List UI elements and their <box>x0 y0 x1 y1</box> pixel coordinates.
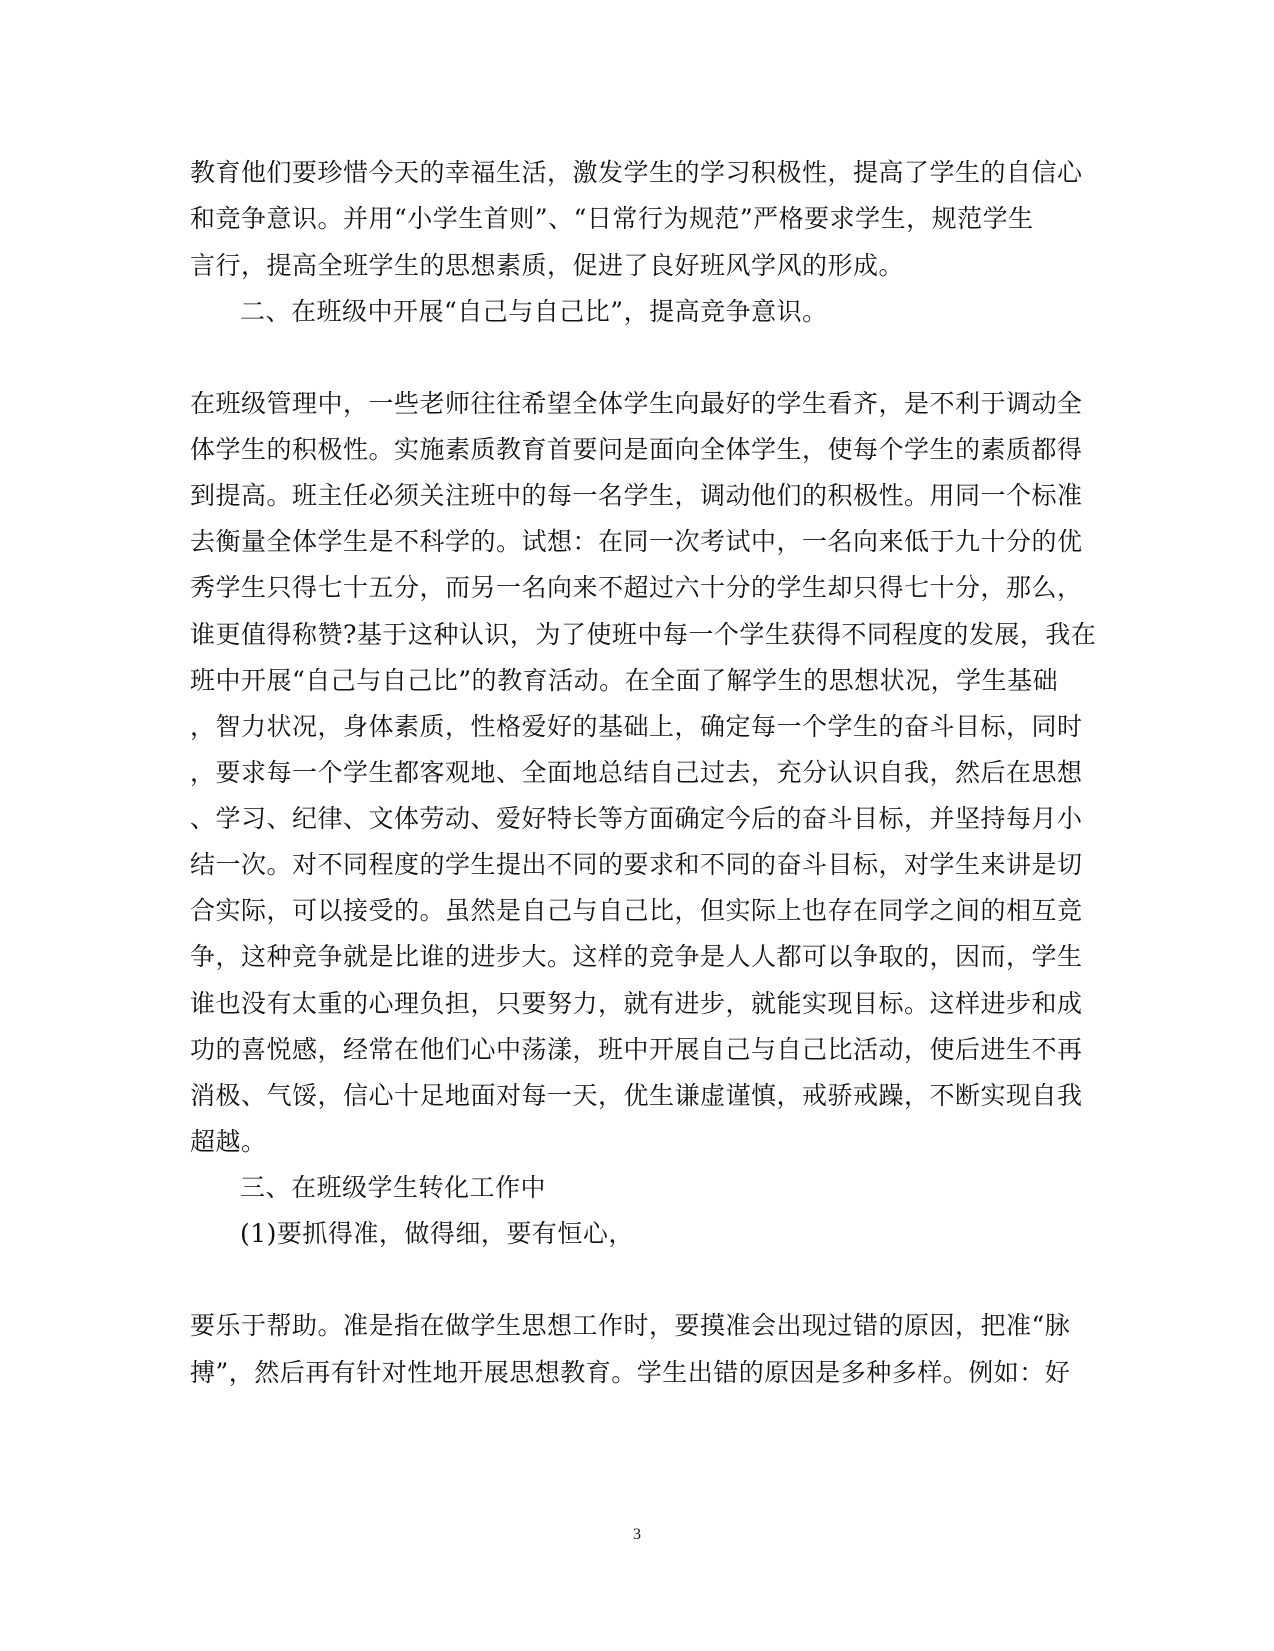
paragraph-1-line-3: 言行，提高全班学生的思想素质，促进了良好班风学风的形成。 <box>190 251 905 280</box>
paragraph-1-line-2: 和竞争意识。并用“小学生首则”、“日常行为规范”严格要求学生，规范学生 <box>190 204 1034 233</box>
paragraph-2-line-3: 到提高。班主任必须关注班中的每一名学生，调动他们的积极性。用同一个标准 <box>190 481 1083 510</box>
section-heading-3: 三、在班级学生转化工作中 <box>240 1173 547 1202</box>
paragraph-2-line-4: 去衡量全体学生是不科学的。试想：在同一次考试中，一名向来低于九十分的优 <box>190 527 1083 556</box>
paragraph-2-line-5: 秀学生只得七十五分，而另一名向来不超过六十分的学生却只得七十分，那么， <box>190 573 1083 602</box>
page-number: 3 <box>633 1526 641 1543</box>
paragraph-3-line-1: 要乐于帮助。准是指在做学生思想工作时，要摸准会出现过错的原因，把准“脉 <box>190 1311 1071 1340</box>
paragraph-2-line-13: 争，这种竞争就是比谁的进步大。这样的竞争是人人都可以争取的，因而，学生 <box>190 942 1083 971</box>
paragraph-2-line-1: 在班级管理中，一些老师往往希望全体学生向最好的学生看齐，是不利于调动全 <box>190 389 1083 418</box>
section-heading-2: 二、在班级中开展“自己与自己比”，提高竞争意识。 <box>240 297 828 326</box>
paragraph-2-line-15: 功的喜悦感，经常在他们心中荡漾，班中开展自己与自己比活动，使后进生不再 <box>190 1035 1083 1064</box>
paragraph-2-line-7: 班中开展“自己与自己比”的教育活动。在全面了解学生的思想状况，学生基础 <box>190 666 1059 695</box>
paragraph-2-line-14: 谁也没有太重的心理负担，只要努力，就有进步，就能实现目标。这样进步和成 <box>190 989 1083 1018</box>
paragraph-2-line-2: 体学生的积极性。实施素质教育首要问是面向全体学生，使每个学生的素质都得 <box>190 435 1083 464</box>
subheading-3-1: (1)要抓得准，做得细，要有恒心， <box>240 1219 634 1248</box>
paragraph-2-line-16: 消极、气馁，信心十足地面对每一天，优生谦虚谨慎，戒骄戒躁，不断实现自我 <box>190 1081 1083 1110</box>
paragraph-2-line-12: 合实际，可以接受的。虽然是自己与自己比，但实际上也存在同学之间的相互竞 <box>190 896 1083 925</box>
paragraph-2-line-6: 谁更值得称赞?基于这种认识，为了使班中每一个学生获得不同程度的发展，我在 <box>190 620 1097 649</box>
paragraph-1-line-1: 教育他们要珍惜今天的幸福生活，激发学生的学习积极性，提高了学生的自信心 <box>190 158 1083 187</box>
paragraph-2-line-11: 结一次。对不同程度的学生提出不同的要求和不同的奋斗目标，对学生来讲是切 <box>190 850 1083 879</box>
paragraph-2-line-9: ，要求每一个学生都客观地、全面地总结自己过去，充分认识自我，然后在思想 <box>190 758 1083 787</box>
paragraph-2-line-10: 、学习、纪律、文体劳动、爱好特长等方面确定今后的奋斗目标，并坚持每月小 <box>190 804 1083 833</box>
paragraph-2-line-8: ，智力状况，身体素质，性格爱好的基础上，确定每一个学生的奋斗目标，同时 <box>190 712 1083 741</box>
paragraph-2-line-17: 超越。 <box>190 1127 267 1156</box>
paragraph-3-line-2: 搏”，然后再有针对性地开展思想教育。学生出错的原因是多种多样。例如：好 <box>190 1358 1071 1387</box>
